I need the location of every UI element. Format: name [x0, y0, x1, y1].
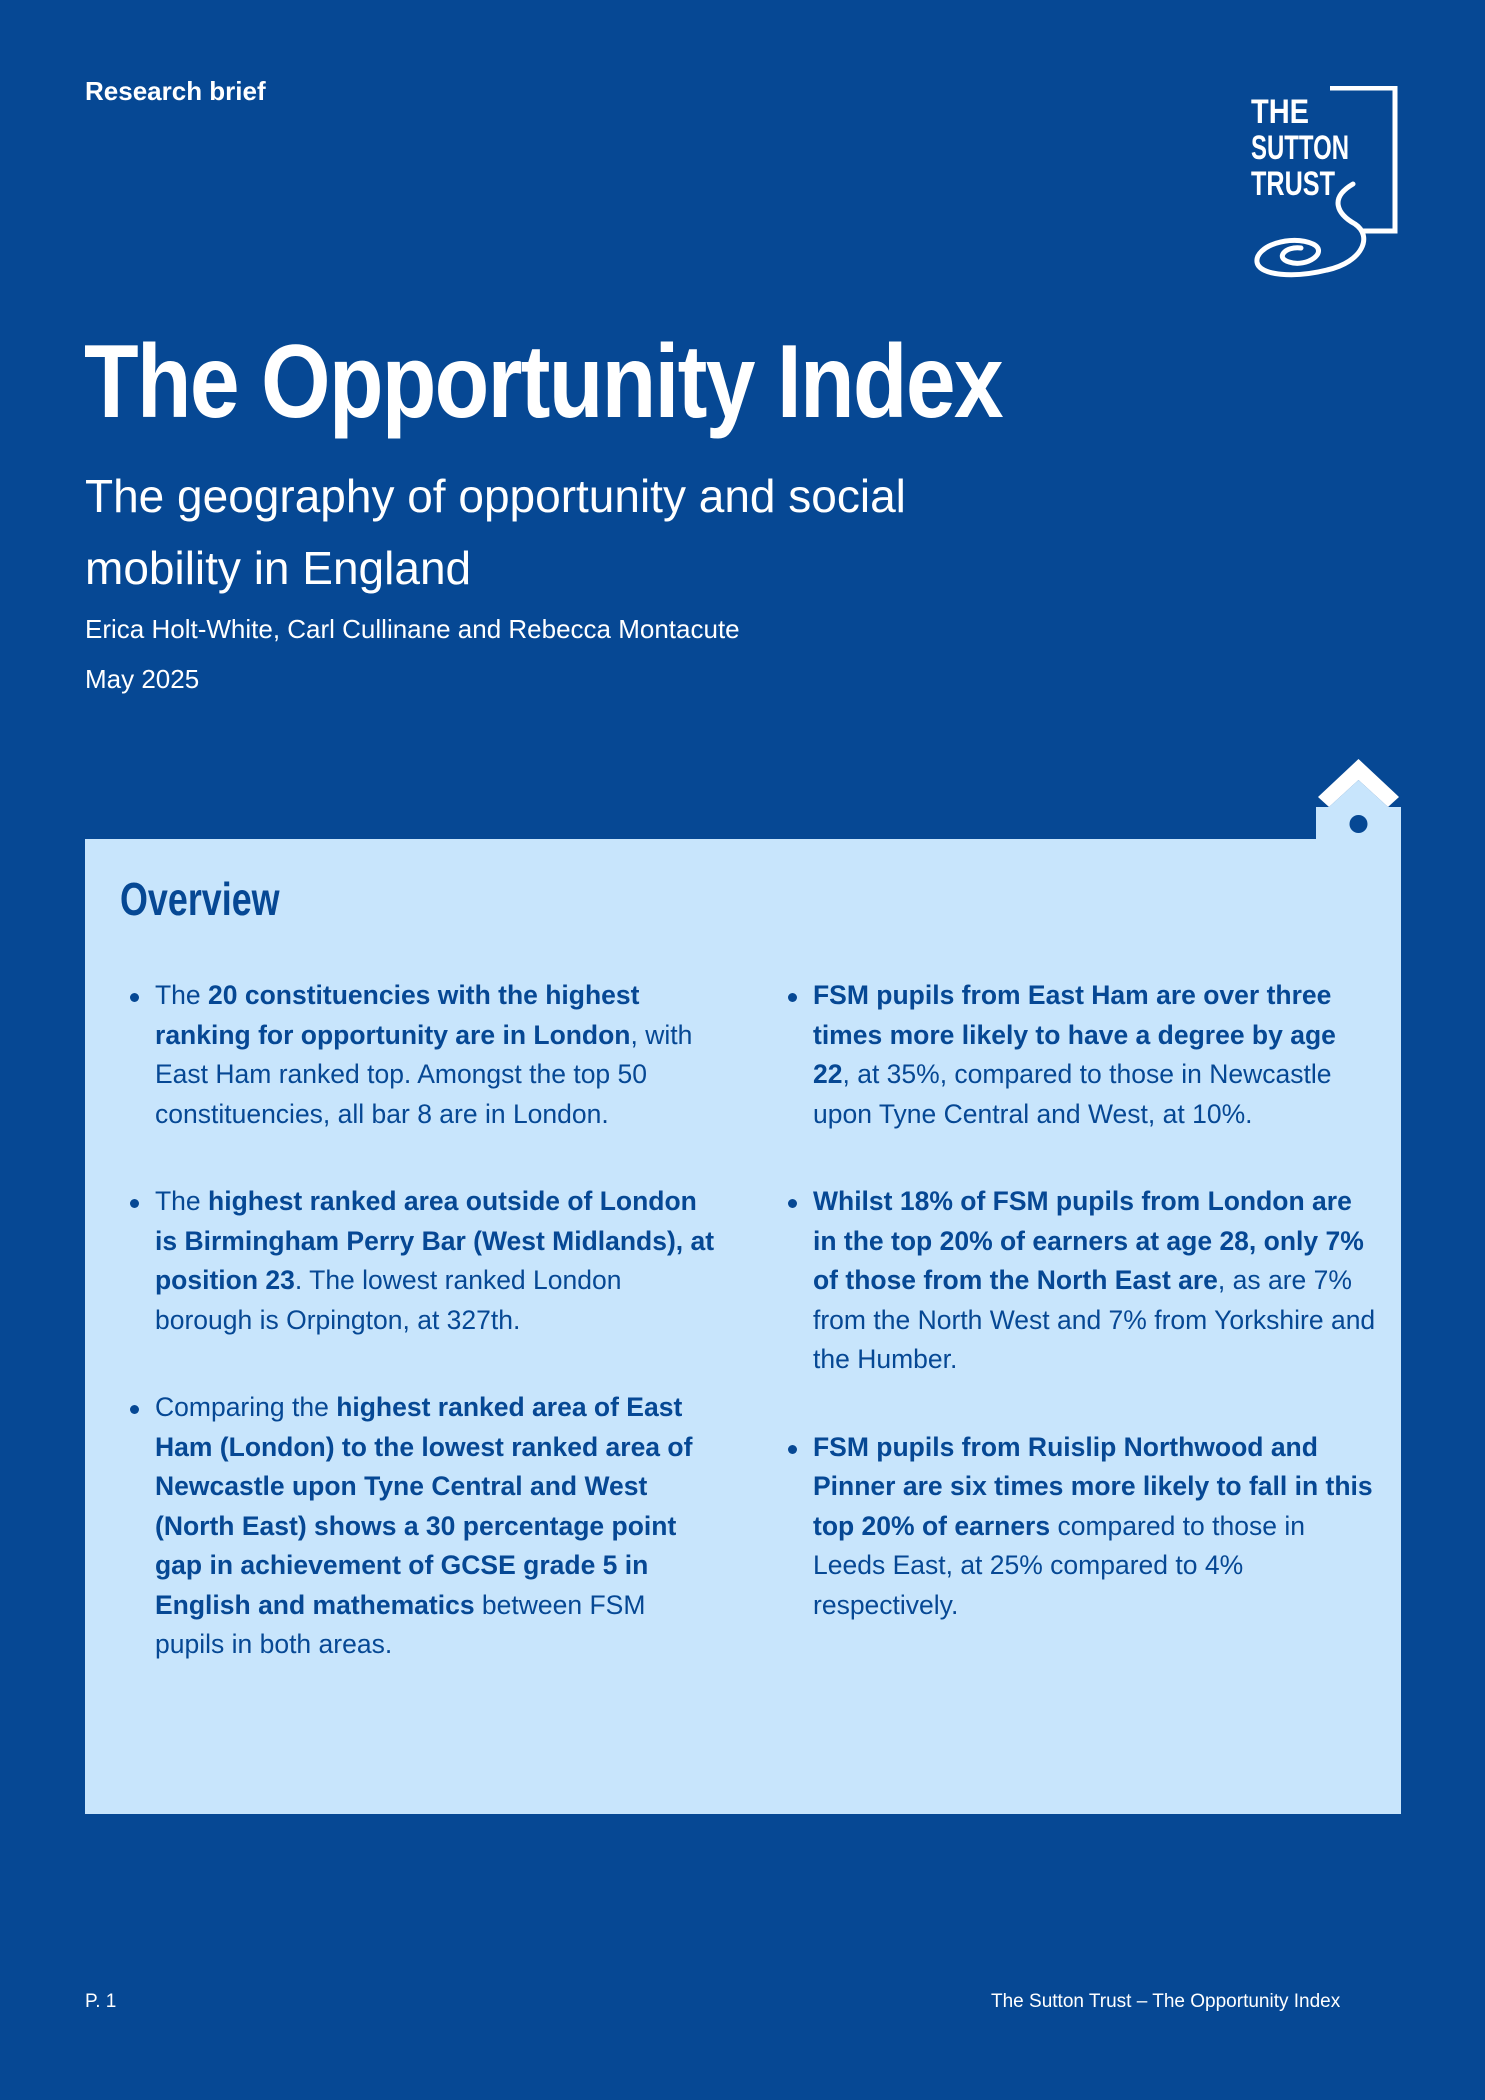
publication-date: May 2025	[85, 664, 200, 694]
bullet-text: . The lowest ranked London borough is Orpington, at 327th.	[155, 1265, 622, 1335]
footer-source: The Sutton Trust – The Opportunity Index	[991, 1991, 1341, 2012]
bullet-emphasis: highest ranked area outside of London is Birmingham Perry Bar (West Midlands), at position 23	[155, 1186, 715, 1295]
page-title: The Opportunity Index	[84, 324, 1002, 440]
overview-heading: Overview	[120, 873, 280, 925]
bullet-emphasis: 20 constituencies with the highest ranking for opportunity are in London	[155, 980, 640, 1050]
bullet-text: The	[155, 1186, 209, 1216]
bullet-emphasis: highest ranked area of East Ham (London) to the lowest ranked area of Newcastle upon Tyne Central and West (North East) shows a 30 percentage point gap in achievement of GCSE grade 5 in English and mathematics	[155, 1392, 693, 1620]
sutton-trust-logo	[1245, 86, 1400, 286]
bullet-emphasis: FSM pupils from East Ham are over three times more likely to have a degree by age 22	[813, 980, 1336, 1089]
bullet-item	[813, 1428, 1378, 1626]
bullet-text: between FSM pupils in both areas.	[155, 1589, 646, 1659]
logo-line-2: SUTTON	[1251, 129, 1349, 167]
kicker: Research brief	[85, 76, 266, 106]
bullet-text: The	[155, 980, 209, 1010]
bullet-text: , at 35%, compared to those in Newcastle upon Tyne Central and West, at 10%.	[813, 1059, 1332, 1129]
bullet-text: Comparing the	[155, 1392, 337, 1422]
overview-right-column	[813, 976, 1378, 1673]
dot-icon	[1350, 815, 1368, 833]
authors: Erica Holt-White, Carl Cullinane and Rebecca Montacute	[85, 614, 740, 644]
bullet-emphasis: FSM pupils from Ruislip Northwood and Pinner are six times more likely to fall in this top 20% of earners	[813, 1431, 1373, 1541]
scroll-up-tab	[1316, 755, 1401, 841]
bullet-item	[155, 976, 720, 1134]
bullet-text: , as are 7% from the North West and 7% from Yorkshire and the Humber.	[813, 1265, 1376, 1374]
bullet-item	[155, 1182, 720, 1340]
bullet-emphasis: Whilst 18% of FSM pupils from London are in the top 20% of earners at age 28, only 7% of those from the North East are	[813, 1186, 1364, 1295]
bullet-text: compared to those in Leeds East, at 25% compared to 4% respectively.	[813, 1510, 1305, 1620]
subtitle: The geography of opportunity and social mobility in England	[85, 470, 906, 594]
bullet-item	[813, 1182, 1378, 1380]
bullet-item	[155, 1388, 720, 1665]
logo-line-3: TRUST	[1251, 165, 1336, 203]
overview-left-column	[155, 976, 720, 1713]
bullet-item	[813, 976, 1378, 1134]
logo-line-1: THE	[1251, 93, 1309, 131]
page-number: P. 1	[85, 1991, 117, 2012]
bullet-text: , with East Ham ranked top. Amongst the top 50 constituencies, all bar 8 are in London.	[155, 1019, 693, 1129]
